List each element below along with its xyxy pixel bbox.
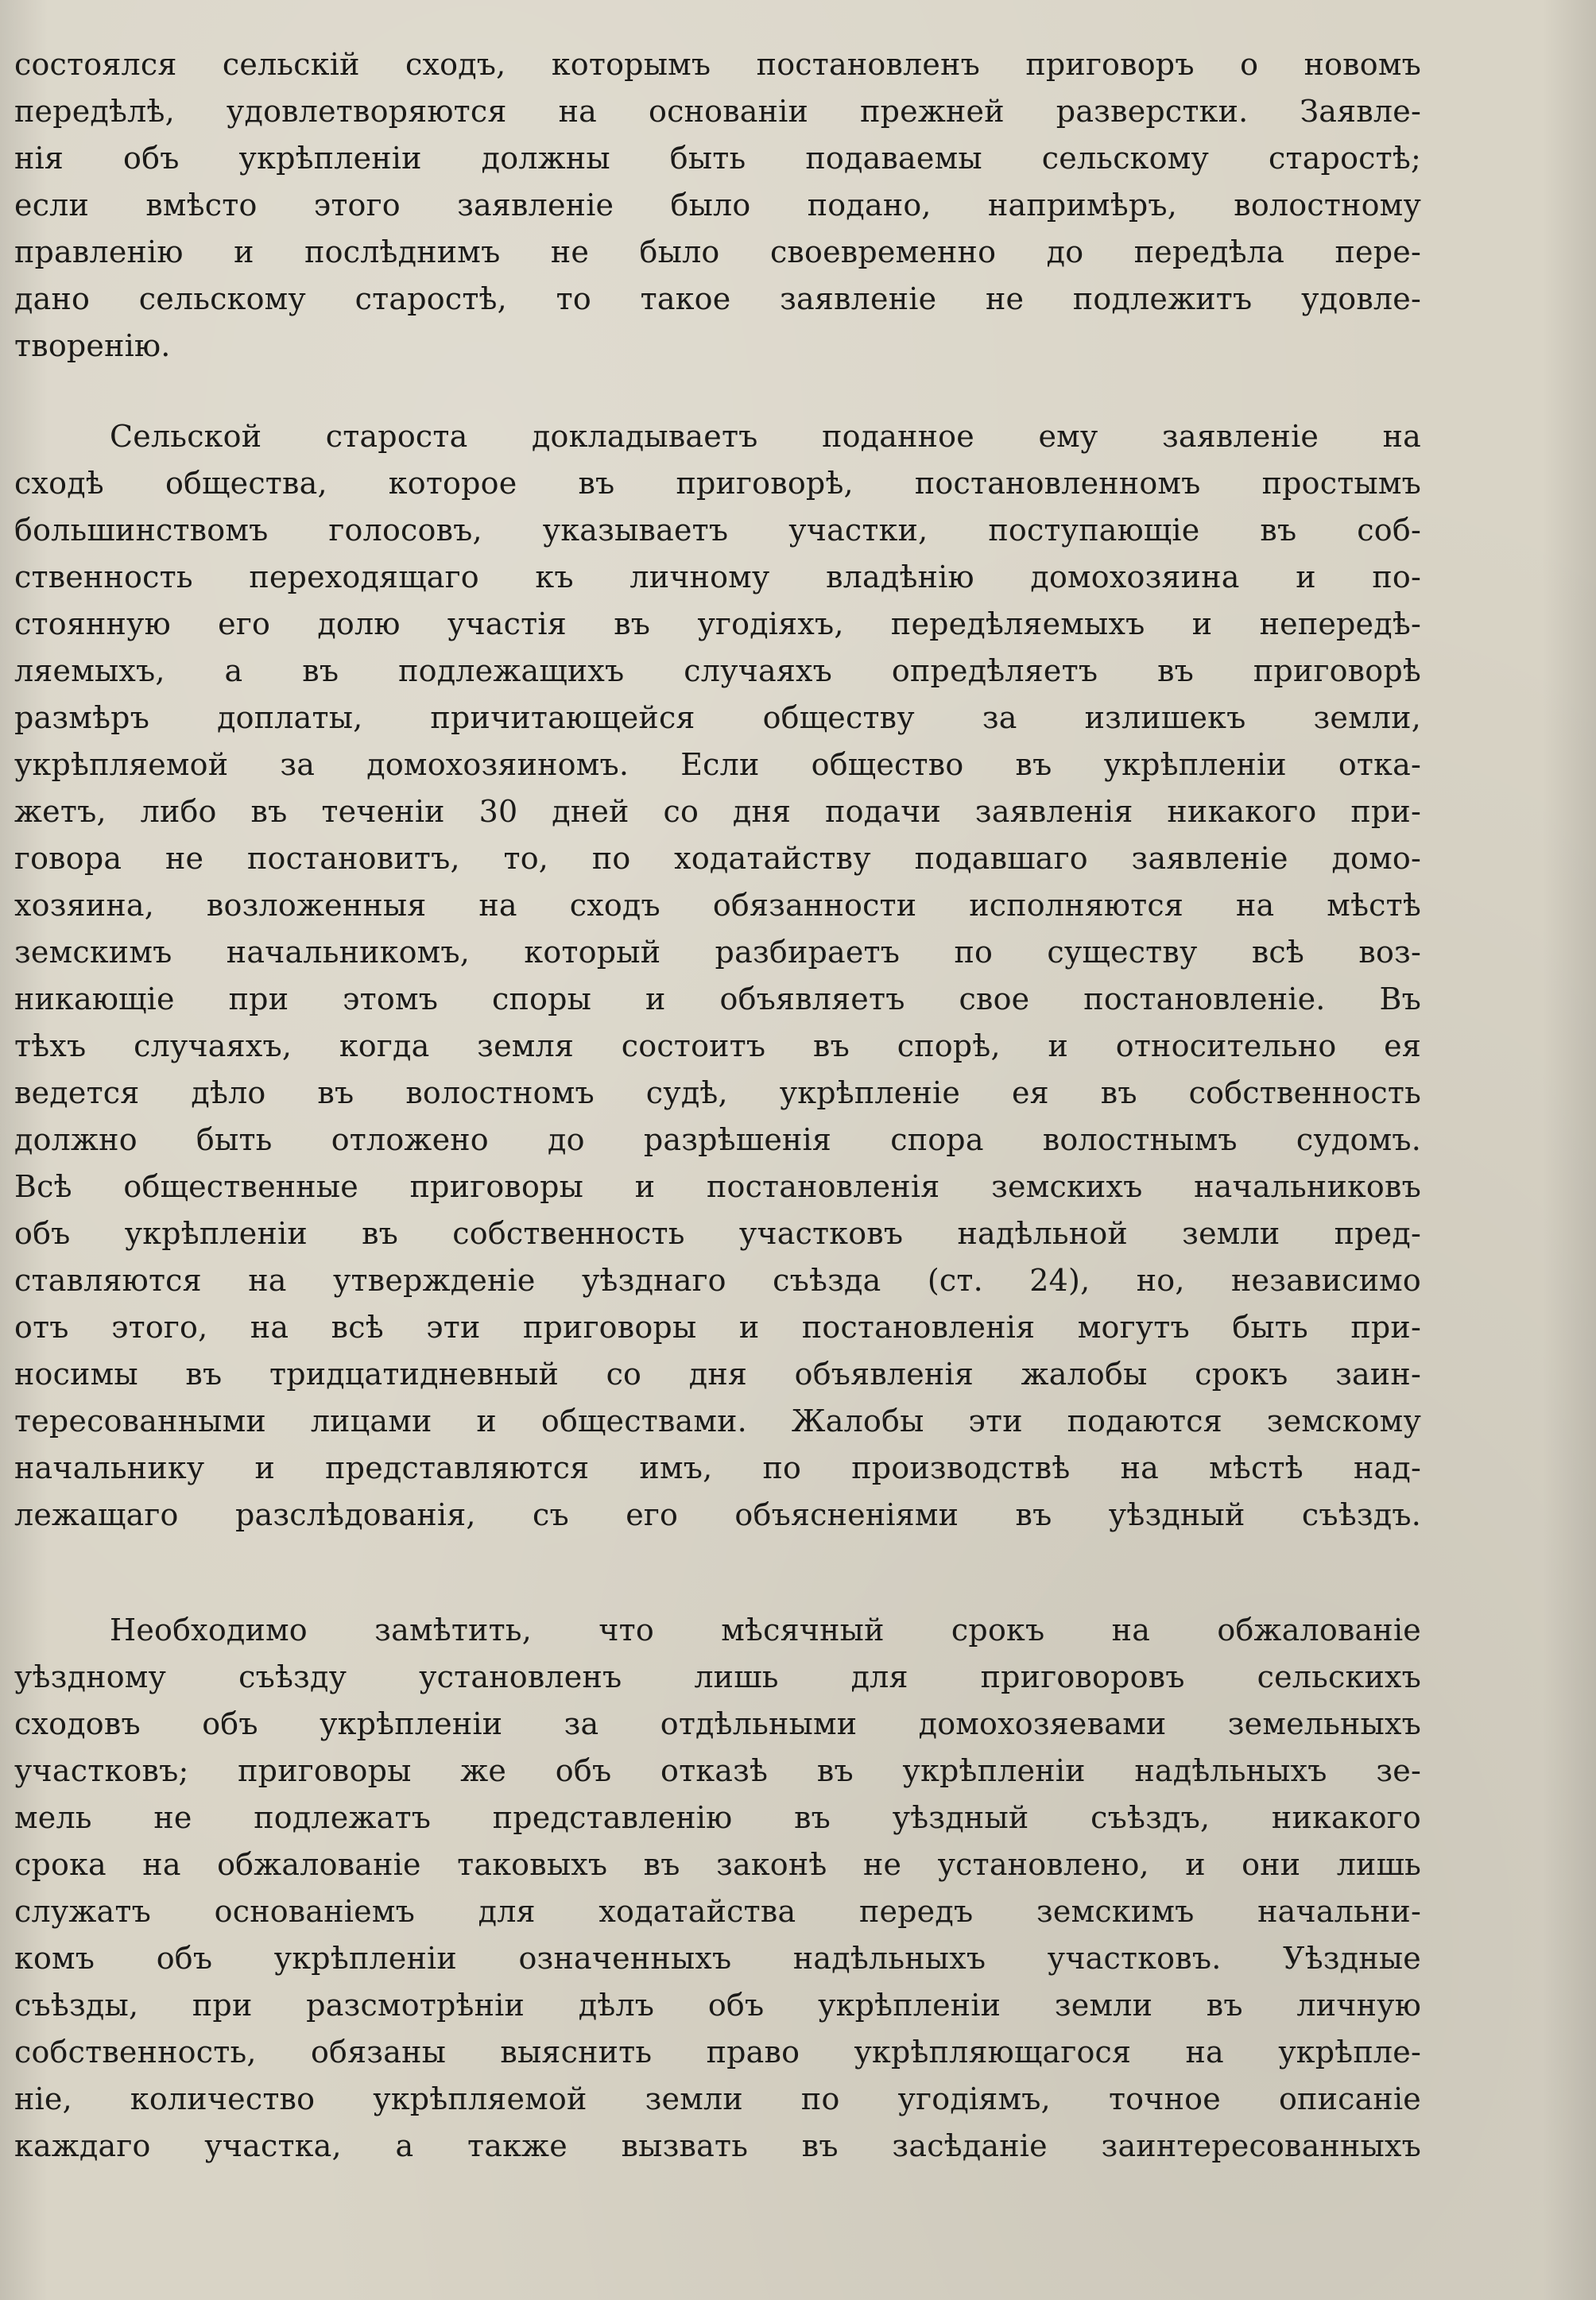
- text-line: должно быть отложено до разрѣшенія спора волостнымъ судомъ.: [14, 1122, 1421, 1157]
- text-line: говора не постановитъ, то, по ходатайству подавшаго заявленіе домо-: [14, 841, 1421, 876]
- text-line: передѣлѣ, удовлетворяются на основаніи прежней разверстки. Заявле-: [14, 94, 1421, 129]
- text-line: сходовъ объ укрѣпленіи за отдѣльными домохозяевами земельныхъ: [14, 1706, 1421, 1741]
- text-line: творенію.: [14, 328, 171, 363]
- text-line: большинствомъ голосовъ, указываетъ участки, поступающіе въ соб-: [14, 513, 1421, 548]
- text-line: отъ этого, на всѣ эти приговоры и постановленія могутъ быть при-: [14, 1310, 1421, 1345]
- text-line: ведется дѣло въ волостномъ судѣ, укрѣпленіе ея въ собственность: [14, 1075, 1421, 1110]
- text-line: участковъ; приговоры же объ отказѣ въ укрѣпленіи надѣльныхъ зе-: [14, 1753, 1421, 1788]
- text-line: Всѣ общественные приговоры и постановленія земскихъ начальниковъ: [14, 1169, 1421, 1204]
- text-line: каждаго участка, а также вызвать въ засѣданіе заинтересованныхъ: [14, 2128, 1421, 2163]
- text-line: жетъ, либо въ теченіи 30 дней со дня подачи заявленія никакого при-: [14, 794, 1421, 829]
- text-line: комъ объ укрѣпленіи означенныхъ надѣльныхъ участковъ. Уѣздные: [14, 1941, 1421, 1976]
- text-line: срока на обжалованіе таковыхъ въ законѣ не установлено, и они лишь: [14, 1847, 1421, 1882]
- text-line: никающіе при этомъ споры и объявляетъ свое постановленіе. Въ: [14, 982, 1421, 1016]
- text-line: сходѣ общества, которое въ приговорѣ, постановленномъ простымъ: [14, 466, 1421, 501]
- paragraph-1: [14, 41, 1421, 370]
- text-line: объ укрѣпленіи въ собственность участковъ надѣльной земли пред-: [14, 1216, 1421, 1251]
- text-line: правленію и послѣднимъ не было своевременно до передѣла пере-: [14, 234, 1421, 269]
- text-line: ніе, количество укрѣпляемой земли по угодіямъ, точное описаніе: [14, 2081, 1421, 2116]
- text-line: тересованными лицами и обществами. Жалобы эти подаются земскому: [14, 1404, 1421, 1438]
- text-line: служатъ основаніемъ для ходатайства передъ земскимъ начальни-: [14, 1894, 1421, 1929]
- text-line: дано сельскому старостѣ, то такое заявленіе не подлежитъ удовле-: [14, 281, 1421, 316]
- text-line: состоялся сельскій сходъ, которымъ постановленъ приговоръ о новомъ: [14, 47, 1421, 82]
- text-line: собственность, обязаны выяснить право укрѣпляющагося на укрѣпле-: [14, 2035, 1421, 2070]
- text-line: тѣхъ случаяхъ, когда земля состоитъ въ спорѣ, и относительно ея: [14, 1028, 1421, 1063]
- text-line: лежащаго разслѣдованія, съ его объясненіями въ уѣздный съѣздъ.: [14, 1497, 1421, 1532]
- text-line: размѣръ доплаты, причитающейся обществу за излишекъ земли,: [14, 700, 1421, 735]
- text-line: ственность переходящаго къ личному владѣнію домохозяина и по-: [14, 560, 1421, 594]
- text-line: если вмѣсто этого заявленіе было подано, напримѣръ, волостному: [14, 188, 1421, 223]
- text-line: земскимъ начальникомъ, который разбираетъ по существу всѣ воз-: [14, 935, 1421, 970]
- text-line: съѣзды, при разсмотрѣніи дѣлъ объ укрѣпленіи земли въ личную: [14, 1988, 1421, 2023]
- text-line: стоянную его долю участія въ угодіяхъ, передѣляемыхъ и непередѣ-: [14, 606, 1421, 641]
- text-line: Сельской староста докладываетъ поданное ему заявленіе на: [110, 419, 1421, 454]
- text-line: мель не подлежатъ представленію въ уѣздный съѣздъ, никакого: [14, 1800, 1421, 1835]
- text-line: нія объ укрѣпленіи должны быть подаваемы сельскому старостѣ;: [14, 141, 1421, 176]
- text-line: уѣздному съѣзду установленъ лишь для приговоровъ сельскихъ: [14, 1659, 1421, 1694]
- text-line: ляемыхъ, а въ подлежащихъ случаяхъ опредѣляетъ въ приговорѣ: [14, 653, 1421, 688]
- text-line: Необходимо замѣтить, что мѣсячный срокъ на обжалованіе: [110, 1613, 1421, 1648]
- text-line: носимы въ тридцатидневный со дня объявленія жалобы срокъ заин-: [14, 1357, 1421, 1392]
- text-line: ставляются на утвержденіе уѣзднаго съѣзда (ст. 24), но, независимо: [14, 1263, 1421, 1298]
- paragraph-3: [14, 1607, 1421, 2170]
- text-line: начальнику и представляются имъ, по производствѣ на мѣстѣ над-: [14, 1450, 1421, 1485]
- text-line: хозяина, возложенныя на сходъ обязанности исполняются на мѣстѣ: [14, 888, 1421, 923]
- text-line: укрѣпляемой за домохозяиномъ. Если общество въ укрѣпленіи отка-: [14, 747, 1421, 782]
- paragraph-2: [14, 413, 1421, 1539]
